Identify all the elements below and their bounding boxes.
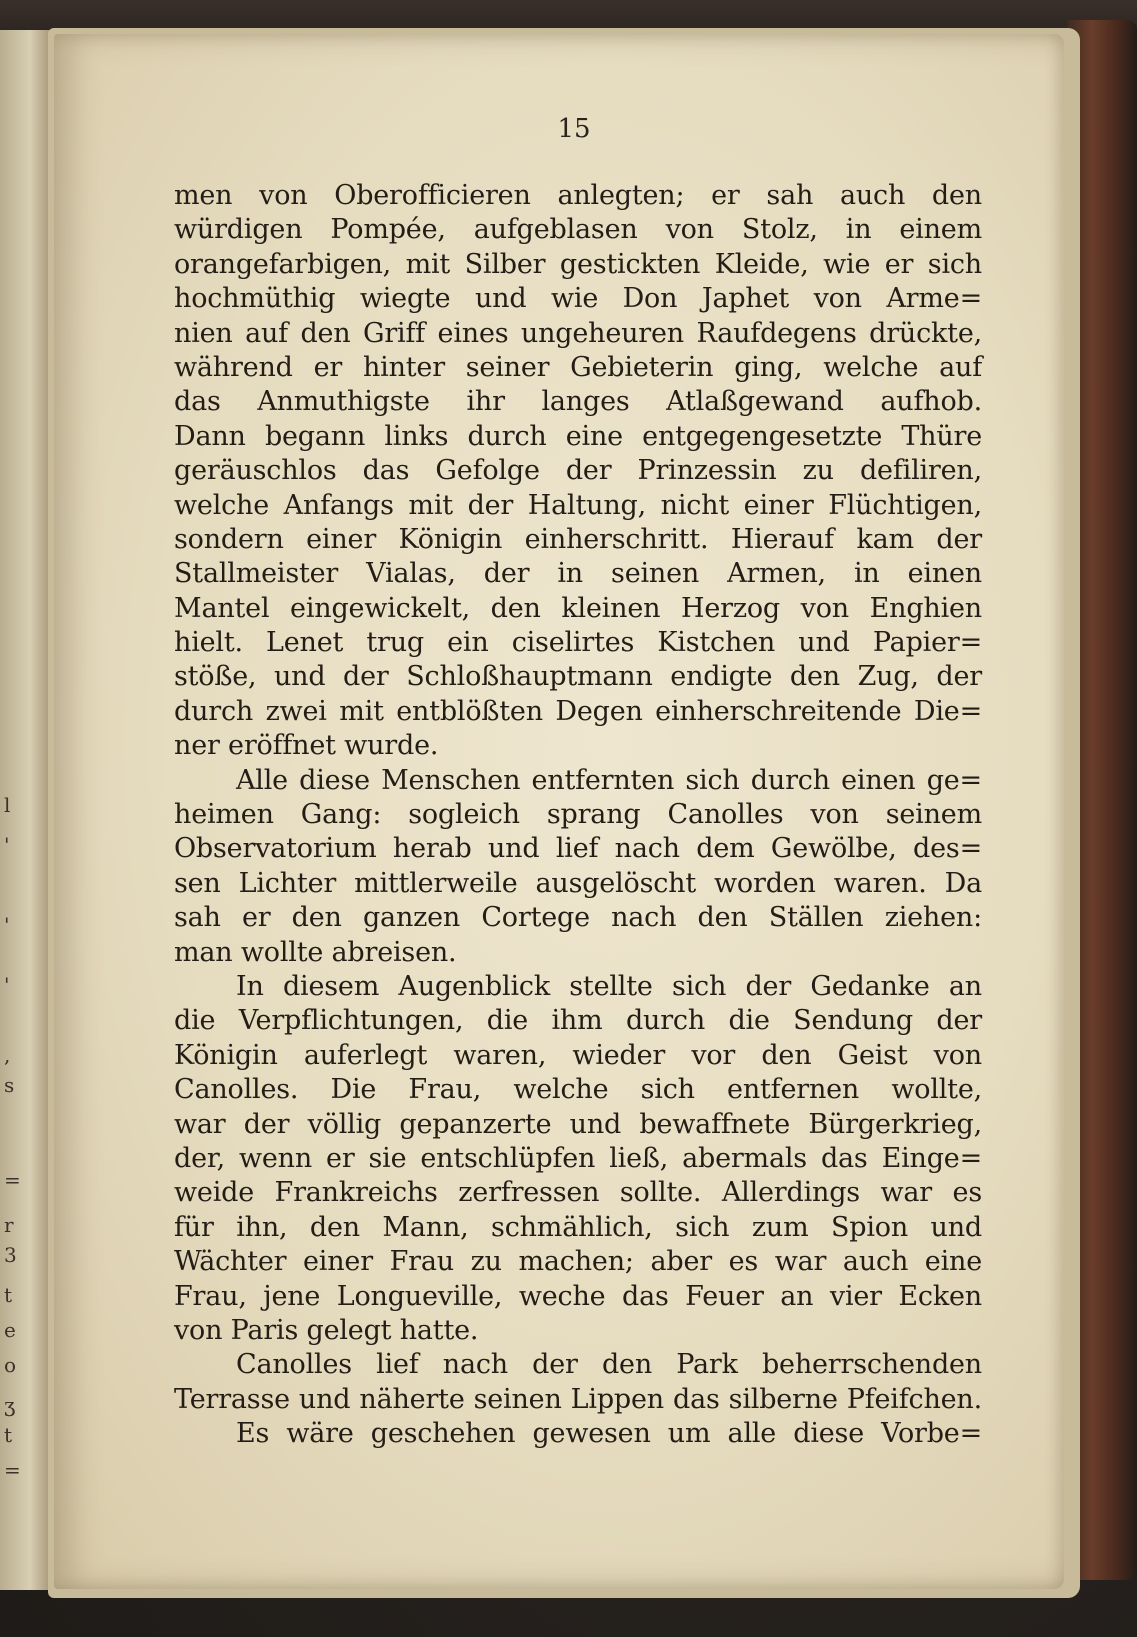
text-line: der, wenn er sie entschlüpfen ließ, abermals das Einge=	[174, 1142, 982, 1174]
paragraph-first-line: Es wäre geschehen gewesen um alle diese Vorbe=	[236, 1418, 982, 1450]
bleed-char: '	[4, 973, 10, 997]
bleed-char: s	[4, 1073, 15, 1097]
text-line: Wächter einer Frau zu machen; aber es war auch eine	[174, 1246, 982, 1278]
text-line: von Paris gelegt hatte.	[174, 1314, 479, 1346]
bleed-char: =	[4, 1168, 21, 1192]
text-line: während er hinter seiner Gebieterin ging, welche auf	[174, 351, 982, 383]
text-line: Canolles. Die Frau, welche sich entfernen wollte,	[174, 1074, 982, 1106]
paragraph-first-line: Alle diese Menschen entfernten sich durch einen ge=	[236, 764, 982, 796]
text-line: Observatorium herab und lief nach dem Gewölbe, des=	[174, 833, 982, 865]
bleed-char: '	[4, 833, 10, 857]
text-line: sondern einer Königin einherschritt. Hierauf kam der	[174, 523, 982, 555]
text-line: Königin auferlegt waren, wieder vor den Geist von	[174, 1039, 982, 1071]
text-line: nien auf den Griff eines ungeheuren Raufdegens drückte,	[174, 317, 982, 349]
bleed-char: t	[4, 1283, 13, 1307]
text-line: orangefarbigen, mit Silber gestickten Kleide, wie er sich	[174, 248, 982, 280]
previous-page-edge	[0, 30, 52, 1590]
bleed-char: l	[4, 793, 11, 817]
bleed-char: '	[4, 913, 10, 937]
bleed-char: t	[4, 1423, 13, 1447]
text-line: ner eröffnet wurde.	[174, 730, 439, 762]
body-text	[174, 179, 982, 1451]
bleed-char: e	[4, 1318, 16, 1342]
text-line: war der völlig gepanzerte und bewaffnete Bürgerkrieg,	[174, 1108, 982, 1140]
text-line: heimen Gang: sogleich sprang Canolles von seinem	[174, 799, 982, 831]
text-line: men von Oberofficieren anlegten; er sah auch den	[174, 180, 982, 211]
bleed-char: =	[4, 1458, 21, 1482]
text-line: Stallmeister Vialas, der in seinen Armen, in einen	[174, 558, 982, 590]
page-number: 15	[557, 114, 591, 144]
bleed-char: ʒ	[4, 1393, 16, 1417]
text-line: stöße, und der Schloßhauptmann endigte den Zug, der	[174, 661, 982, 693]
text-line: hochmüthig wiegte und wie Don Japhet von Arme=	[174, 283, 982, 315]
bleed-char: 3	[4, 1243, 17, 1267]
paragraph-first-line: Canolles lief nach der den Park beherrschenden	[236, 1349, 982, 1381]
bleed-char: r	[4, 1213, 14, 1237]
text-line: die Verpflichtungen, die ihm durch die Sendung der	[174, 1005, 982, 1037]
paragraph-first-line: In diesem Augenblick stellte sich der Gedanke an	[236, 970, 982, 1002]
text-line: das Anmuthigste ihr langes Atlaßgewand aufhob.	[174, 386, 982, 418]
bleed-char: o	[4, 1353, 17, 1377]
text-line: man wollte abreisen.	[174, 936, 457, 968]
text-line: würdigen Pompée, aufgeblasen von Stolz, in einem	[174, 214, 982, 246]
text-line: für ihn, den Mann, schmählich, sich zum Spion und	[174, 1211, 982, 1243]
book-page	[54, 34, 1064, 1589]
text-line: durch zwei mit entblößten Degen einherschreitende Die=	[174, 695, 982, 727]
text-line: welche Anfangs mit der Haltung, nicht einer Flüchtigen,	[174, 489, 982, 521]
text-line: Frau, jene Longueville, weche das Feuer an vier Ecken	[174, 1280, 982, 1312]
text-line: Dann begann links durch eine entgegengesetzte Thüre	[174, 420, 982, 452]
bleed-char: ,	[4, 1043, 11, 1067]
text-line: Mantel eingewickelt, den kleinen Herzog von Enghien	[174, 592, 982, 624]
text-line: sah er den ganzen Cortege nach den Ställen ziehen:	[174, 902, 982, 934]
text-line: Terrasse und näherte seinen Lippen das silberne Pfeifchen.	[174, 1383, 982, 1415]
text-line: weide Frankreichs zerfressen sollte. Allerdings war es	[174, 1177, 982, 1209]
text-line: geräuschlos das Gefolge der Prinzessin zu defiliren,	[174, 455, 982, 487]
text-line: sen Lichter mittlerweile ausgelöscht worden waren. Da	[174, 867, 982, 899]
text-line: hielt. Lenet trug ein ciselirtes Kistchen und Papier=	[174, 627, 982, 659]
